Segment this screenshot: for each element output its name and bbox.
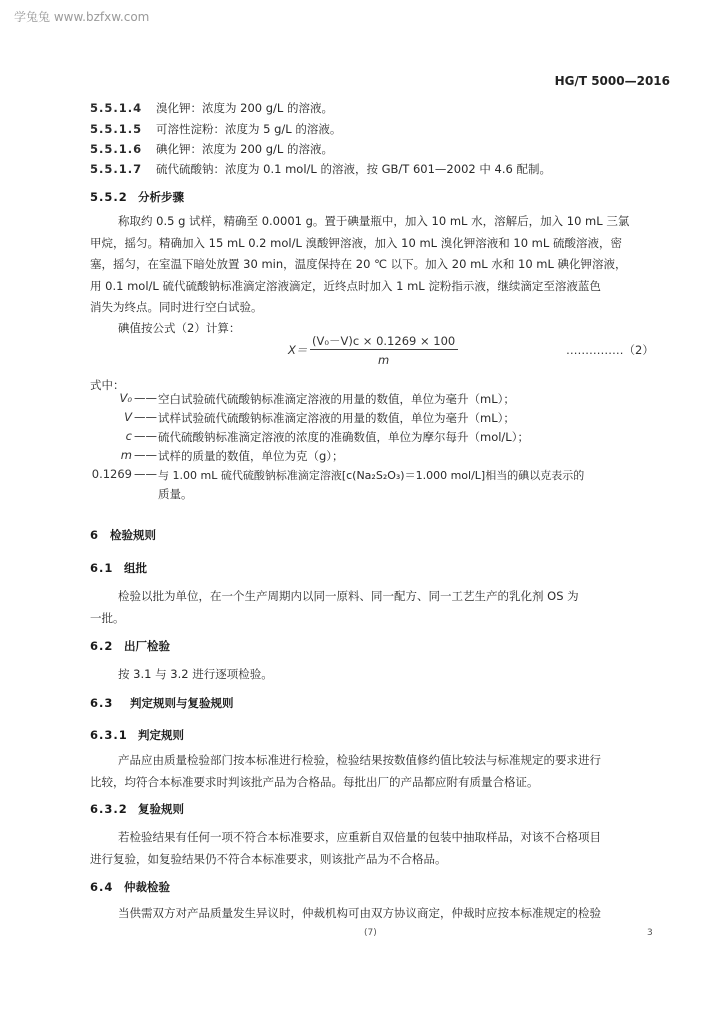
def-text: 硫代硫酸钠标准滴定溶液的浓度的准确数值，单位为摩尔每升（mol/L）； xyxy=(158,430,529,444)
def-text: 空白试验硫代硫酸钠标准滴定溶液的用量的数值，单位为毫升（mL）； xyxy=(158,392,515,406)
fraction-bar xyxy=(310,349,458,350)
where-label: 式中： xyxy=(90,378,125,392)
reagent-item: 5.5.1.7 硫代硫酸钠：浓度为 0.1 mol/L 的溶液，按 GB/T 601—2002 中 4.6 配制。 xyxy=(90,162,551,176)
paragraph-6-1-line: 一批。 xyxy=(90,611,125,625)
def-symbol: c xyxy=(125,429,132,443)
section-heading-6: 6 检验规则 xyxy=(90,528,156,542)
watermark: 学兔兔 www.bzfxw.com xyxy=(14,10,150,24)
procedure-line: 甲烷，摇匀。精确加入 15 mL 0.2 mol/L 溴酸钾溶液，加入 10 mL 溴化钾溶液和 10 mL 硫酸溶液，密 xyxy=(90,236,622,250)
def-text: 与 1.00 mL 硫代硫酸钠标准滴定溶液[c(Na₂S₂O₃)＝1.000 mol/L]相当的碘以克表示的 xyxy=(158,469,585,482)
paragraph-6-1-line: 检验以批为单位，在一个生产周期内以同一原料、同一配方、同一工艺生产的乳化剂 OS 为 xyxy=(118,589,579,603)
paragraph-6-3-2-line: 若检验结果有任何一项不符合本标准要求，应重新自双倍量的包装中抽取样品，对该不合格项目 xyxy=(118,830,601,844)
def-dash: —— xyxy=(134,448,157,462)
def-symbol: V₀ xyxy=(119,391,132,405)
procedure-line: 用 0.1 mol/L 硫代硫酸钠标准滴定溶液滴定，近终点时加入 1 mL 淀粉指示液，继续滴定至溶液蓝色 xyxy=(90,279,601,293)
footer-center-mark: (7) xyxy=(364,928,377,938)
def-text: 试样试验硫代硫酸钠标准滴定溶液的用量的数值，单位为毫升（mL）； xyxy=(158,411,515,425)
paragraph-6-2: 按 3.1 与 3.2 进行逐项检验。 xyxy=(118,667,273,681)
reagent-item: 5.5.1.6 碘化钾：浓度为 200 g/L 的溶液。 xyxy=(90,142,333,156)
formula-label: ……………（2） xyxy=(566,343,654,357)
standard-code: HG/T 5000—2016 xyxy=(554,74,670,88)
procedure-line: 消失为终点。同时进行空白试验。 xyxy=(90,300,263,314)
def-symbol: m xyxy=(120,448,132,462)
paragraph-6-3-2-line: 进行复验，如复验结果仍不符合本标准要求，则该批产品为不合格品。 xyxy=(90,852,447,866)
def-dash: —— xyxy=(134,391,157,405)
formula-numerator: (V₀－V)c × 0.1269 × 100 xyxy=(312,334,456,348)
section-heading-6-2: 6.2 出厂检验 xyxy=(90,639,170,653)
section-heading-6-3-1: 6.3.1 判定规则 xyxy=(90,728,184,742)
procedure-line: 塞，摇匀，在室温下暗处放置 30 min，温度保持在 20 ℃ 以下。加入 20 mL 水和 10 mL 碘化钾溶液， xyxy=(90,257,627,271)
def-text: 试样的质量的数值，单位为克（g）； xyxy=(158,449,344,463)
section-heading-6-3: 6.3 判定规则与复验规则 xyxy=(90,696,234,710)
section-heading-5-5-2: 5.5.2 分析步骤 xyxy=(90,190,184,204)
def-symbol: V xyxy=(124,410,132,424)
reagent-item: 5.5.1.5 可溶性淀粉：浓度为 5 g/L 的溶液。 xyxy=(90,122,342,136)
page-number: 3 xyxy=(647,928,653,938)
procedure-line: 称取约 0.5 g 试样，精确至 0.0001 g。置于碘量瓶中，加入 10 mL 水，溶解后，加入 10 mL 三氯 xyxy=(118,214,630,228)
def-dash: —— xyxy=(134,410,157,424)
def-dash: —— xyxy=(134,429,157,443)
paragraph-6-4: 当供需双方对产品质量发生异议时，仲裁机构可由双方协议商定，仲裁时应按本标准规定的检验 xyxy=(118,906,601,920)
paragraph-6-3-1-line: 产品应由质量检验部门按本标准进行检验，检验结果按数值修约值比较法与标准规定的要求进行 xyxy=(118,753,601,767)
reagent-item: 5.5.1.4 溴化钾：浓度为 200 g/L 的溶液。 xyxy=(90,101,333,115)
def-text-cont: 质量。 xyxy=(158,487,193,501)
section-heading-6-4: 6.4 仲裁检验 xyxy=(90,880,170,894)
section-heading-6-1: 6.1 组批 xyxy=(90,561,147,575)
def-dash: —— xyxy=(134,467,157,481)
paragraph-6-3-1-line: 比较，均符合本标准要求时判该批产品为合格品。每批出厂的产品都应附有质量合格证。 xyxy=(90,775,539,789)
formula-denominator: m xyxy=(378,353,390,367)
formula-intro: 碘值按公式（2）计算： xyxy=(118,321,241,335)
section-heading-6-3-2: 6.3.2 复验规则 xyxy=(90,802,184,816)
formula-lhs: X＝ xyxy=(288,343,308,357)
def-symbol: 0.1269 xyxy=(91,467,132,481)
